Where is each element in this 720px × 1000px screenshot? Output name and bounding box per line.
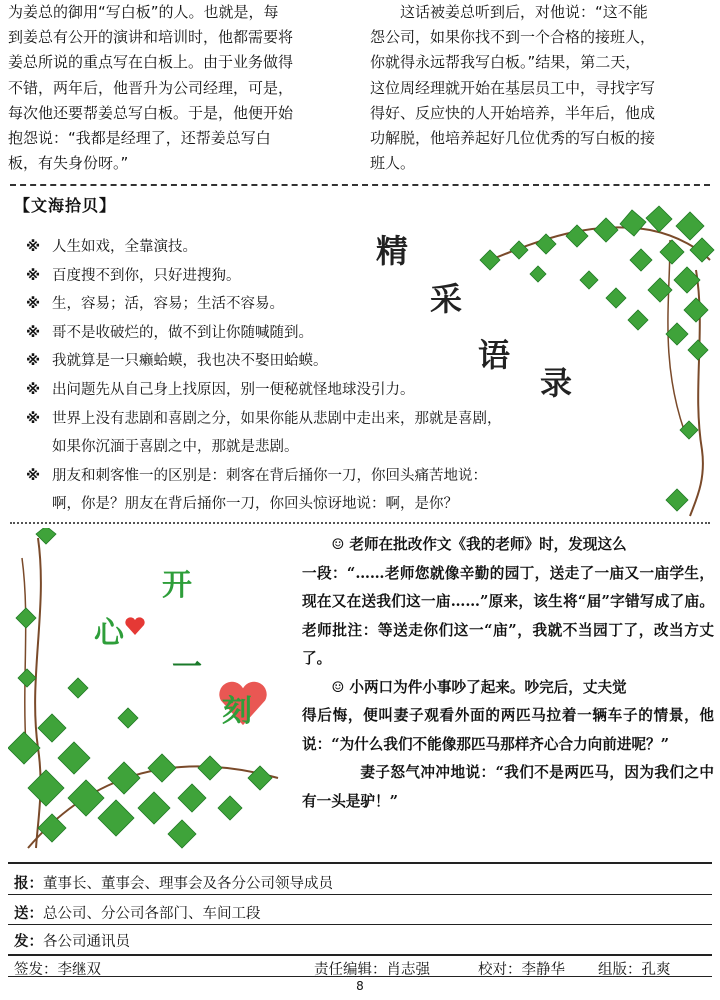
footer-value: 董事长、董事会、理事会及各分公司领导成员 [43, 876, 333, 892]
section-divider [10, 184, 710, 186]
footer-distribute [14, 930, 130, 951]
article-line: 板，有失身份呀。” [8, 154, 129, 173]
calligraphy-char: 录 [540, 364, 573, 402]
ivy-vine-decoration [470, 200, 718, 520]
happy-title-char: 一 [172, 650, 202, 685]
quote-text: 生，容易；活，容易；生活不容易。 [52, 296, 284, 313]
article-line: 这位周经理就开始在基层员工中，寻找字写 [370, 78, 656, 97]
article-line: 姜总所说的重点写在白板上。由于业务做得 [8, 53, 294, 72]
footer-label: 报： [14, 876, 43, 892]
article-line: 这话被姜总听到后，对他说：“这不能 [400, 3, 648, 21]
happy-title-char: 开 [162, 568, 192, 603]
signer: 签发：李继双 [14, 962, 101, 978]
joke-paragraph: ☺ 老师在批改作文《我的老师》时，发现这么 [331, 536, 627, 553]
calligraphy-char: 精 [376, 232, 409, 270]
section-divider [10, 522, 710, 524]
quote-line: 朋友和刺客惟一的区别是：刺客在背后捅你一刀，你回头痛苦地说： [52, 467, 487, 484]
footer-rule [8, 976, 712, 977]
proofreader: 校对：李静华 [478, 962, 565, 978]
article-line: 为姜总的御用“写白板”的人。也就是，每 [8, 3, 279, 21]
footer-rule [8, 862, 712, 864]
reference-mark-icon: ※ [26, 410, 41, 427]
article-right-column [370, 0, 712, 176]
article-line: 得好、反应快的人开始培养，半年后，他成 [370, 103, 656, 122]
quote-line: 啊，你是？朋友在背后捅你一刀，你回头惊讶地说：啊，是你？ [52, 496, 458, 513]
footer-rule [8, 954, 712, 956]
article-line: 抱怨说：“我都是经理了，还帮姜总写白 [8, 129, 271, 148]
quote-text: 人生如戏，全靠演技。 [52, 239, 197, 255]
footer-label: 发： [14, 934, 43, 950]
footer-report-to [14, 872, 333, 893]
heart-icon [124, 616, 146, 636]
quote-text: 我就算是一只癞蛤蟆，我也决不娶田蛤蟆。 [52, 353, 328, 370]
footer-send-to [14, 902, 261, 923]
reference-mark-icon: ※ [26, 381, 41, 398]
joke-paragraph: 妻子怒气冲冲地说：“我们不是两匹马，因为我们之中有一头是驴！” [302, 764, 714, 810]
section-title-wenhai: 【文海拾贝】 [14, 196, 117, 215]
reference-mark-icon: ※ [26, 324, 41, 341]
joke-paragraph: 得后悔，便叫妻子观看外面的两匹马拉着一辆车子的情景，他说：“为什么我们不能像那匹马那样齐心合力向前进呢？” [302, 707, 714, 753]
jokes-text [302, 531, 714, 816]
article-left-column [8, 0, 360, 176]
article-line: 怨公司，如果你找不到一个合格的接班人， [370, 28, 656, 47]
reference-mark-icon: ※ [26, 467, 41, 484]
article-line: 不错，两年后，他晋升为公司经理，可是， [8, 78, 294, 97]
reference-mark-icon: ※ [26, 296, 41, 313]
article-line: 你就得永远帮我写白板。”结果，第二天， [370, 53, 641, 72]
happy-title-char: 心 [94, 616, 124, 651]
footer-label: 送： [14, 906, 43, 922]
layout-credit: 组版：孔爽 [598, 962, 671, 978]
quote-line: 如果你沉湎于喜剧之中，那就是悲剧。 [52, 439, 299, 456]
footer-rule [8, 894, 712, 895]
calligraphy-char: 语 [478, 336, 511, 374]
page-number: 8 [356, 979, 364, 993]
article-line: 功解脱，他培养起好几位优秀的写白板的接 [370, 129, 656, 148]
reference-mark-icon: ※ [26, 353, 41, 370]
quote-text: 百度搜不到你，只好进搜狗。 [52, 267, 241, 284]
article-line: 班人。 [370, 154, 416, 173]
footer-value: 总公司、分公司各部门、车间工段 [43, 906, 261, 922]
calligraphy-char: 采 [430, 280, 463, 318]
joke-paragraph: 一段：“……老师您就像辛勤的园丁，送走了一庙又一庙学生，现在又在送我们这一庙……”原来，该生将“届”字错写成了庙。老师批注：等送走你们这一“庙”，我就不当园丁了，改当方丈了。 [302, 564, 714, 667]
article-line: 每次他还要帮姜总写白板。于是，他便开始 [8, 103, 294, 122]
footer-value: 各公司通讯员 [43, 934, 130, 950]
joke-paragraph: ☺ 小两口为件小事吵了起来。吵完后，丈夫觉 [331, 678, 627, 696]
reference-mark-icon: ※ [26, 239, 41, 255]
article-line: 到姜总有公开的演讲和培训时，他都需要将 [8, 28, 294, 47]
editor: 责任编辑：肖志强 [314, 962, 430, 978]
quote-text: 哥不是收破烂的，做不到让你随喊随到。 [52, 324, 313, 341]
quote-line: 世界上没有悲剧和喜剧之分，如果你能从悲剧中走出来，那就是喜剧， [52, 410, 502, 427]
reference-mark-icon: ※ [26, 267, 41, 284]
quote-text: 出问题先从自己身上找原因，别一便秘就怪地球没引力。 [52, 381, 415, 398]
happy-title-char: 刻 [222, 694, 252, 729]
footer-rule [8, 924, 712, 925]
